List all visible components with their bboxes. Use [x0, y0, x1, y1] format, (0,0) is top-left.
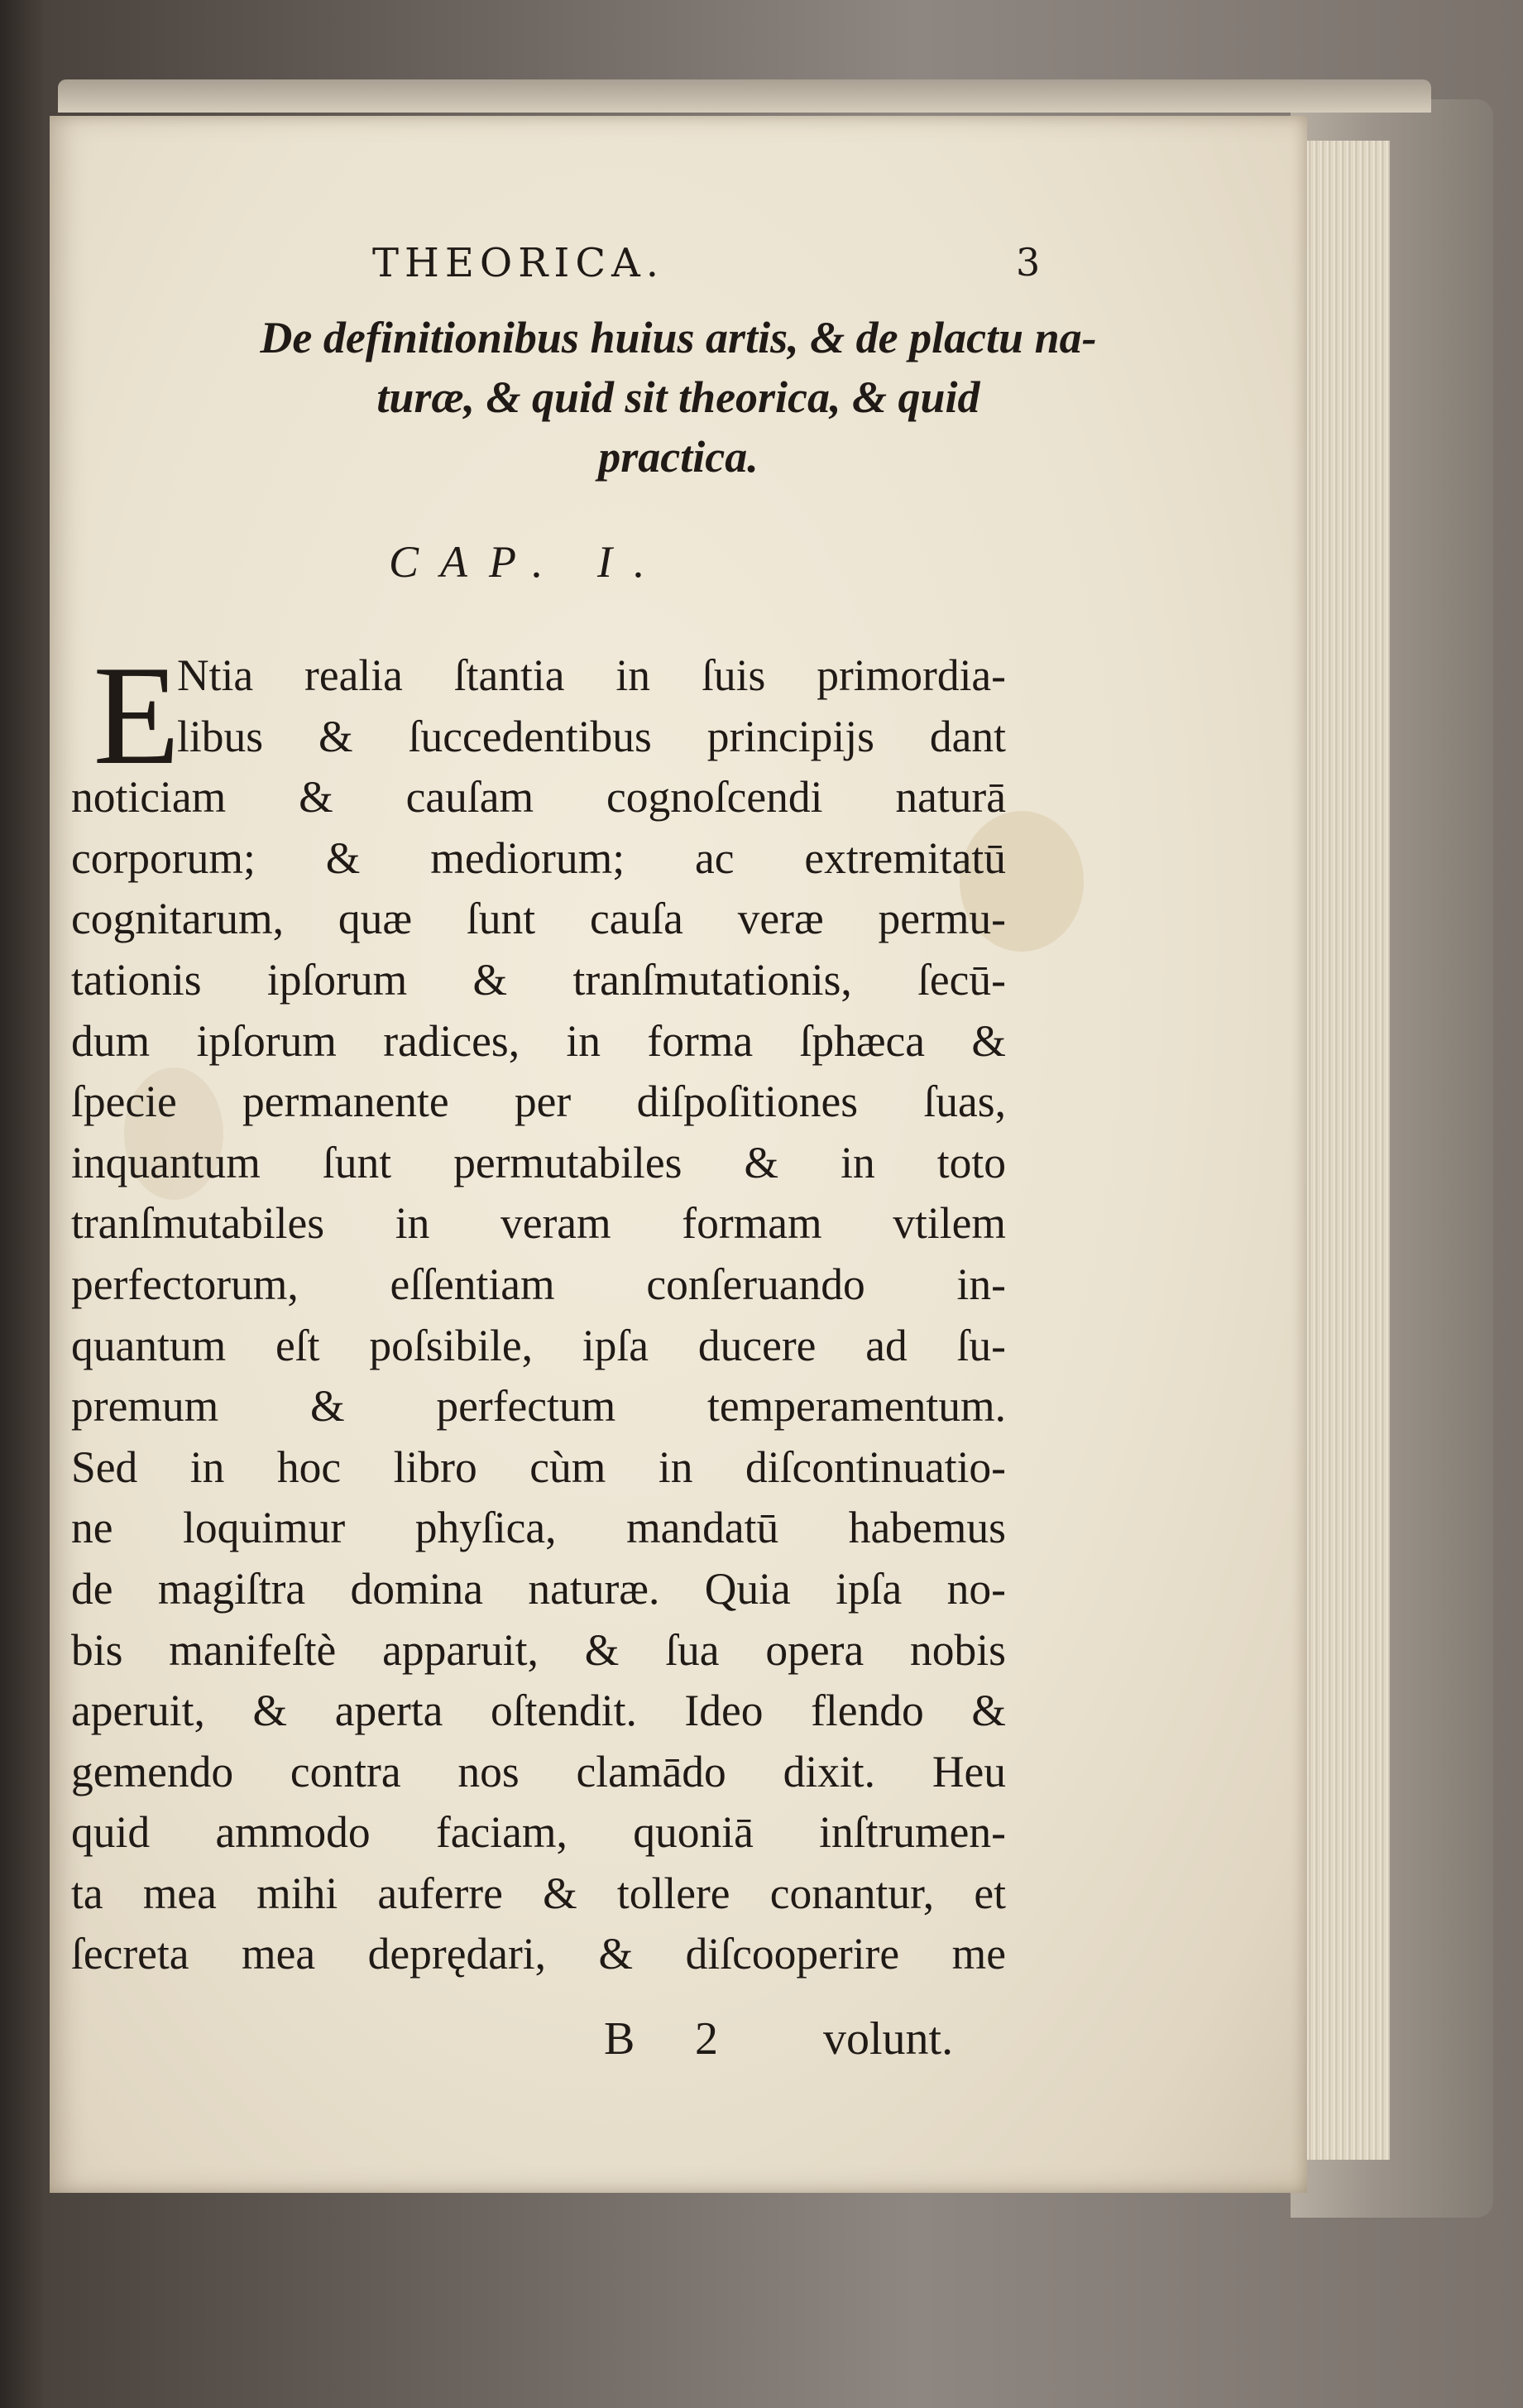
text-line: dum ipſorum radices, in forma ſphæca &: [71, 1015, 1006, 1066]
chapter-heading-line: De definitionibus huius artis, & de plactu na-: [260, 313, 1097, 362]
catchword: volunt.: [823, 2013, 954, 2065]
text-line: ne loquimur phyſica, mandatū habemus: [71, 1503, 1006, 1553]
page-header: [50, 240, 1307, 306]
chapter-heading-line: practica.: [598, 432, 759, 482]
text-line: tranſmutabiles in veram formam vtilem: [71, 1198, 1006, 1249]
text-line: libus & ſuccedentibus principijs dant: [177, 711, 1006, 761]
signature-number: 2: [695, 2013, 718, 2065]
text-line: ta mea mihi auferre & tollere conantur, et: [71, 1868, 1006, 1918]
page-footer: [50, 2012, 1307, 2079]
drop-cap-initial: E: [93, 637, 180, 794]
text-line: quid ammodo faciam, quoniā inſtrumen-: [71, 1807, 1006, 1858]
text-line: Sed in hoc libro cùm in diſcontinuatio-: [71, 1441, 1006, 1492]
book-top-edge: [58, 79, 1431, 113]
text-line: de magiſtra domina naturæ. Quia ipſa no-: [71, 1563, 1006, 1614]
text-line: aperuit, & aperta oſtendit. Ideo flendo &: [71, 1686, 1006, 1736]
text-line: cognitarum, quæ ſunt cauſa veræ permu-: [71, 894, 1006, 944]
text-line: ſpecie permanente per diſpoſitiones ſuas,: [71, 1077, 1006, 1127]
text-line: premum & perfectum temperamentum.: [71, 1381, 1006, 1432]
text-line: inquantum ſunt permutabiles & in toto: [71, 1137, 1006, 1187]
text-line: ſecreta mea deprędari, & diſcooperire me: [71, 1929, 1006, 1979]
text-line: tationis ipſorum & tranſmutationis, ſecū-: [71, 954, 1006, 1005]
chapter-heading-line: turæ, & quid sit theorica, & quid: [376, 372, 980, 422]
running-head: THEORICA.: [372, 240, 665, 286]
text-line: Ntia realia ſtantia in ſuis primordia-: [177, 650, 1006, 700]
chapter-heading: [50, 308, 1307, 487]
text-line: bis manifeſtè apparuit, & ſua opera nobis: [71, 1624, 1006, 1675]
text-line: noticiam & cauſam cognoſcendi naturā: [71, 772, 1006, 823]
chapter-number: CAP. I.: [389, 537, 667, 587]
text-line: corporum; & mediorum; ac extremitatū: [71, 832, 1006, 883]
folio-number: 3: [1016, 240, 1041, 285]
body-text: [71, 637, 1006, 1985]
text-line: perfectorum, eſſentiam conſeruando in-: [71, 1259, 1006, 1309]
text-line: quantum eſt poſsibile, ipſa ducere ad ſu-: [71, 1320, 1006, 1370]
signature-mark: B: [604, 2013, 635, 2065]
text-line: gemendo contra nos clamādo dixit. Heu: [71, 1746, 1006, 1796]
